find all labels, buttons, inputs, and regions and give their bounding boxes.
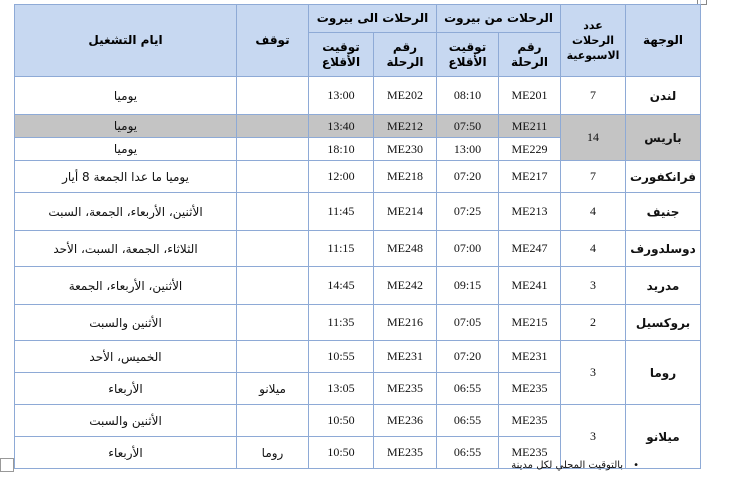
table-row bbox=[15, 305, 701, 341]
header-destination: الوجهة bbox=[626, 5, 701, 77]
header-in-flight-number: رقم الرحلة bbox=[374, 33, 437, 77]
cell-destination: لندن bbox=[626, 77, 701, 115]
cell-out-flight: ME217 bbox=[499, 161, 561, 193]
table-row bbox=[15, 267, 701, 305]
cell-out-time: 06:55 bbox=[437, 437, 499, 469]
cell-out-time: 09:15 bbox=[437, 267, 499, 305]
cell-out-flight: ME201 bbox=[499, 77, 561, 115]
cell-in-time: 13:40 bbox=[309, 115, 374, 138]
cell-operating-days: الأثنين والسبت bbox=[15, 305, 237, 341]
cell-in-flight: ME212 bbox=[374, 115, 437, 138]
cell-out-time: 06:55 bbox=[437, 373, 499, 405]
cell-in-flight: ME214 bbox=[374, 193, 437, 231]
cell-out-flight: ME231 bbox=[499, 341, 561, 373]
cell-stopover bbox=[237, 115, 309, 138]
cell-operating-days: الخميس، الأحد bbox=[15, 341, 237, 373]
cell-weekly-count: 3 bbox=[561, 405, 626, 469]
cell-stopover bbox=[237, 193, 309, 231]
cell-operating-days: يوميا bbox=[15, 138, 237, 161]
cell-out-flight: ME241 bbox=[499, 267, 561, 305]
cell-destination: مدريد bbox=[626, 267, 701, 305]
cell-destination: باريس bbox=[626, 115, 701, 161]
cell-in-flight: ME248 bbox=[374, 231, 437, 267]
cell-in-flight: ME242 bbox=[374, 267, 437, 305]
cell-out-flight: ME235 bbox=[499, 405, 561, 437]
cell-operating-days: يوميا bbox=[15, 115, 237, 138]
cell-weekly-count: 3 bbox=[561, 267, 626, 305]
cell-destination: دوسلدورف bbox=[626, 231, 701, 267]
cell-stopover bbox=[237, 231, 309, 267]
cell-operating-days: الأثنين، الأربعاء، الجمعة، السبت bbox=[15, 193, 237, 231]
cell-stopover bbox=[237, 138, 309, 161]
cell-in-time: 10:50 bbox=[309, 437, 374, 469]
cell-in-time: 11:45 bbox=[309, 193, 374, 231]
header-from-beirut: الرحلات من بيروت bbox=[437, 5, 561, 33]
cell-in-flight: ME216 bbox=[374, 305, 437, 341]
cell-destination: بروكسيل bbox=[626, 305, 701, 341]
cell-in-flight: ME218 bbox=[374, 161, 437, 193]
table-row bbox=[15, 341, 701, 373]
cell-out-flight: ME215 bbox=[499, 305, 561, 341]
table-row bbox=[15, 161, 701, 193]
footnote bbox=[511, 460, 639, 471]
cell-stopover bbox=[237, 77, 309, 115]
cell-out-flight: ME213 bbox=[499, 193, 561, 231]
cell-operating-days: الأثنين والسبت bbox=[15, 405, 237, 437]
cell-operating-days: يوميا bbox=[15, 77, 237, 115]
cell-destination: جنيف bbox=[626, 193, 701, 231]
cell-operating-days: الأثنين، الأربعاء، الجمعة bbox=[15, 267, 237, 305]
cell-out-flight: ME247 bbox=[499, 231, 561, 267]
cell-out-time: 07:20 bbox=[437, 161, 499, 193]
cell-out-time: 06:55 bbox=[437, 405, 499, 437]
cell-in-flight: ME235 bbox=[374, 437, 437, 469]
cell-out-time: 07:00 bbox=[437, 231, 499, 267]
cell-out-time: 07:25 bbox=[437, 193, 499, 231]
cell-in-flight: ME235 bbox=[374, 373, 437, 405]
cell-operating-days: يوميا ما عدا الجمعة 8 أيار bbox=[15, 161, 237, 193]
cell-in-time: 10:55 bbox=[309, 341, 374, 373]
cell-weekly-count: 4 bbox=[561, 231, 626, 267]
cell-destination: ميلانو bbox=[626, 405, 701, 469]
footnote-text: بالتوقيت المحلي لكل مدينة bbox=[511, 460, 624, 471]
cell-out-flight: ME229 bbox=[499, 138, 561, 161]
table-row bbox=[15, 231, 701, 267]
cell-weekly-count: 14 bbox=[561, 115, 626, 161]
table-row bbox=[15, 77, 701, 115]
cell-stopover bbox=[237, 267, 309, 305]
table-row bbox=[15, 193, 701, 231]
cell-stopover: روما bbox=[237, 437, 309, 469]
cell-in-time: 10:50 bbox=[309, 405, 374, 437]
cell-in-flight: ME230 bbox=[374, 138, 437, 161]
header-stopover: توقف bbox=[237, 5, 309, 77]
cell-in-time: 18:10 bbox=[309, 138, 374, 161]
cell-out-time: 07:05 bbox=[437, 305, 499, 341]
cell-in-time: 13:05 bbox=[309, 373, 374, 405]
table-row bbox=[15, 405, 701, 437]
cell-stopover bbox=[237, 305, 309, 341]
table-row bbox=[15, 115, 701, 138]
cell-in-flight: ME202 bbox=[374, 77, 437, 115]
cell-stopover bbox=[237, 341, 309, 373]
header-out-departure-time: توقيت الأقلاع bbox=[437, 33, 499, 77]
cell-weekly-count: 3 bbox=[561, 341, 626, 405]
cell-weekly-count: 7 bbox=[561, 161, 626, 193]
cell-operating-days: الأربعاء bbox=[15, 437, 237, 469]
header-weekly-flights: عدد الرحلات الاسبوعية bbox=[561, 5, 626, 77]
cell-out-time: 07:50 bbox=[437, 115, 499, 138]
cell-in-time: 12:00 bbox=[309, 161, 374, 193]
cell-stopover: ميلانو bbox=[237, 373, 309, 405]
cell-out-flight: ME235 bbox=[499, 373, 561, 405]
cell-destination: روما bbox=[626, 341, 701, 405]
flight-schedule-table bbox=[14, 4, 701, 469]
cell-out-time: 07:20 bbox=[437, 341, 499, 373]
header-operating-days: ايام التشغيل bbox=[15, 5, 237, 77]
cell-weekly-count: 2 bbox=[561, 305, 626, 341]
cell-weekly-count: 4 bbox=[561, 193, 626, 231]
cell-in-flight: ME236 bbox=[374, 405, 437, 437]
cell-in-flight: ME231 bbox=[374, 341, 437, 373]
header-to-beirut: الرحلات الى بيروت bbox=[309, 5, 437, 33]
cell-in-time: 13:00 bbox=[309, 77, 374, 115]
cell-in-time: 11:35 bbox=[309, 305, 374, 341]
cell-in-time: 11:15 bbox=[309, 231, 374, 267]
cell-weekly-count: 7 bbox=[561, 77, 626, 115]
cell-out-flight: ME211 bbox=[499, 115, 561, 138]
cell-out-time: 08:10 bbox=[437, 77, 499, 115]
cell-operating-days: الثلاثاء، الجمعة، السبت، الأحد bbox=[15, 231, 237, 267]
bullet-icon: • bbox=[633, 460, 639, 471]
header-out-flight-number: رقم الرحلة bbox=[499, 33, 561, 77]
cell-in-time: 14:45 bbox=[309, 267, 374, 305]
cell-out-time: 13:00 bbox=[437, 138, 499, 161]
cell-operating-days: الأربعاء bbox=[15, 373, 237, 405]
cell-out-flight: ME235 bbox=[499, 437, 561, 469]
cell-stopover bbox=[237, 405, 309, 437]
cell-stopover bbox=[237, 161, 309, 193]
cell-destination: فرانكفورت bbox=[626, 161, 701, 193]
corner-box bbox=[0, 458, 14, 472]
header-in-departure-time: توقيت الأقلاع bbox=[309, 33, 374, 77]
